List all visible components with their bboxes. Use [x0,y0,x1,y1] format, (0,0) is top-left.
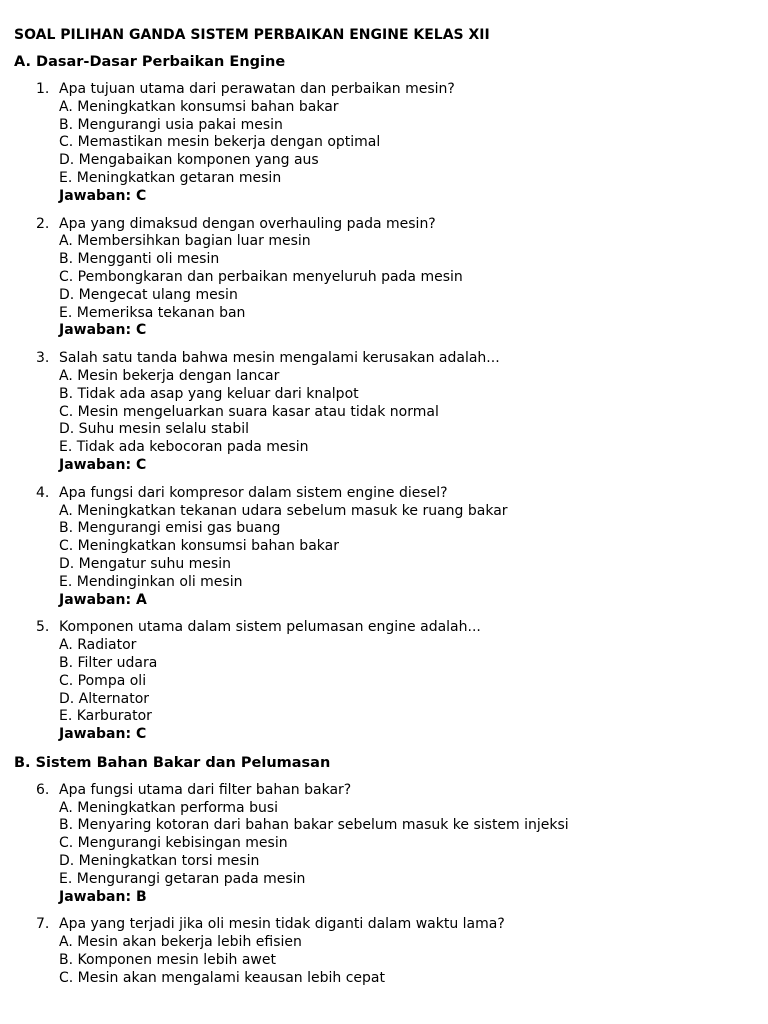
question-item [14,619,768,744]
question-text: Apa tujuan utama dari perawatan dan perbaikan mesin? [59,81,455,97]
answer-option: A. Meningkatkan performa busi [59,799,279,816]
answer-key: Jawaban: C [59,187,147,204]
sections-container [14,53,768,988]
answer-option: A. Radiator [59,637,137,654]
answer-option: C. Mesin mengeluarkan suara kasar atau tidak normal [59,403,439,420]
answer-option: A. Mesin bekerja dengan lancar [59,367,280,384]
question-number: 4. [36,484,50,501]
question-item [14,81,768,206]
answer-option: C. Pompa oli [59,672,147,689]
answer-option: C. Mengurangi kebisingan mesin [59,835,288,852]
answer-option: B. Filter udara [59,654,158,671]
answer-option: E. Tidak ada kebocoran pada mesin [59,439,309,456]
question-text: Salah satu tanda bahwa mesin mengalami kerusakan adalah... [59,350,500,367]
answer-option: C. Mesin akan mengalami keausan lebih cepat [59,969,385,986]
answer-key: Jawaban: C [59,726,147,743]
question-number: 2. [36,215,50,232]
answer-key: Jawaban: A [59,591,147,608]
question-list [14,81,768,744]
question-text: Apa fungsi dari kompresor dalam sistem engine diesel? [59,484,448,501]
answer-option: C. Memastikan mesin bekerja dengan optimal [59,134,381,151]
question-number: 5. [36,619,50,636]
answer-option: A. Membersihkan bagian luar mesin [59,233,311,250]
question-number: 6. [36,781,50,798]
question-number: 3. [36,350,50,367]
question-item [14,216,768,341]
answer-option: E. Memeriksa tekanan ban [59,304,246,321]
question-number: 7. [36,916,50,933]
section-title: B. Sistem Bahan Bakar dan Pelumasan [14,754,331,771]
answer-key: Jawaban: C [59,456,147,473]
answer-option: B. Tidak ada asap yang keluar dari knalpot [59,385,359,402]
answer-option: B. Mengganti oli mesin [59,251,220,268]
question-list [14,782,768,988]
answer-option: A. Meningkatkan tekanan udara sebelum masuk ke ruang bakar [59,502,508,519]
section-title: A. Dasar-Dasar Perbaikan Engine [14,54,286,70]
answer-option: B. Mengurangi emisi gas buang [59,520,281,537]
answer-option: B. Menyaring kotoran dari bahan bakar sebelum masuk ke sistem injeksi [59,817,569,834]
answer-option: C. Meningkatkan konsumsi bahan bakar [59,538,339,555]
answer-option: A. Meningkatkan konsumsi bahan bakar [59,98,339,115]
answer-option: B. Komponen mesin lebih awet [59,952,276,969]
answer-option: E. Mengurangi getaran pada mesin [59,870,306,887]
answer-option: E. Karburator [59,708,152,725]
answer-option: D. Mengecat ulang mesin [59,286,238,303]
question-item [14,485,768,610]
answer-option: E. Mendinginkan oli mesin [59,573,243,590]
question-text: Apa yang dimaksud dengan overhauling pada mesin? [59,215,436,232]
answer-option: C. Pembongkaran dan perbaikan menyeluruh pada mesin [59,268,463,285]
answer-option: D. Suhu mesin selalu stabil [59,421,250,438]
answer-option: D. Mengabaikan komponen yang aus [59,152,319,169]
answer-option: D. Mengatur suhu mesin [59,555,231,572]
question-number: 1. [36,81,50,97]
question-text: Apa yang terjadi jika oli mesin tidak diganti dalam waktu lama? [59,916,505,933]
document-title: SOAL PILIHAN GANDA SISTEM PERBAIKAN ENGINE KELAS XII [14,27,490,43]
answer-option: E. Meningkatkan getaran mesin [59,169,282,186]
question-item [14,782,768,907]
answer-key: Jawaban: C [59,322,147,339]
answer-option: B. Mengurangi usia pakai mesin [59,116,283,133]
answer-option: D. Meningkatkan torsi mesin [59,853,260,870]
answer-option: D. Alternator [59,690,150,707]
question-item [14,916,768,987]
answer-key: Jawaban: B [59,888,147,905]
question-item [14,350,768,475]
answer-option: A. Mesin akan bekerja lebih efisien [59,934,302,951]
question-text: Apa fungsi utama dari filter bahan bakar? [59,781,352,798]
question-text: Komponen utama dalam sistem pelumasan engine adalah... [59,619,481,636]
